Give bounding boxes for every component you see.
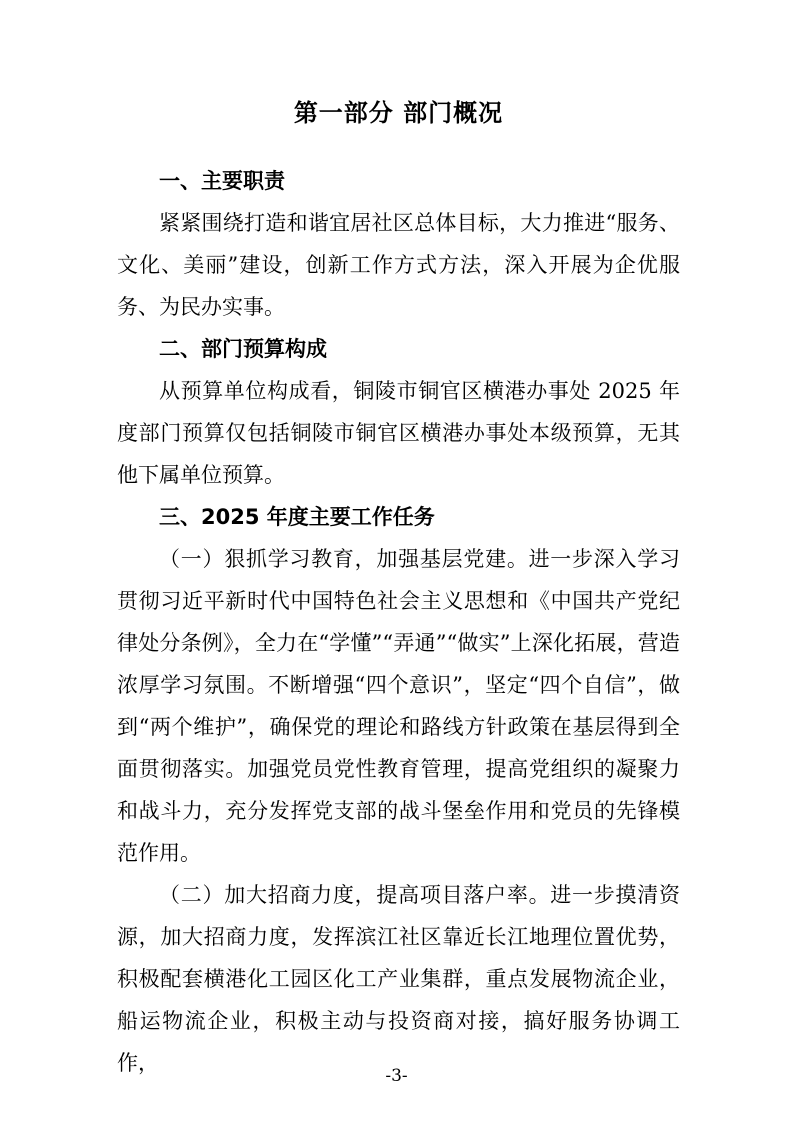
section-budget-composition <box>117 328 680 496</box>
paragraph-work-task-1: （一）狠抓学习教育，加强基层党建。进一步深入学习贯彻习近平新时代中国特色社会主义思想和《中国共产党纪律处分条例》，全力在“学懂”“弄通”“做实”上深化拓展，营造浓厚学习氛围。不断增强“四个意识”，坚定“四个自信”，做到“两个维护”，确保党的理论和路线方针政策在基层得到全面贯彻落实。加强党员党性教育管理，提高党组织的凝聚力和战斗力，充分发挥党支部的战斗堡垒作用和党员的先锋模范作用。 <box>117 547 680 865</box>
section-heading-work-tasks: 三、2025 年度主要工作任务 <box>159 505 435 529</box>
paragraph-work-task-2: （二）加大招商力度，提高项目落户率。进一步摸清资源，加大招商力度，发挥滨江社区靠近长江地理位置优势，积极配套横港化工园区化工产业集群，重点发展物流企业，船运物流企业，积极主动与投资商对接，搞好服务协调工作， <box>117 883 680 1075</box>
section-heading-main-duties: 一、主要职责 <box>159 169 285 193</box>
page-title: 第一部分 部门概况 <box>293 99 504 127</box>
section-heading-budget-composition: 二、部门预算构成 <box>159 337 327 361</box>
page-number: -3- <box>385 1066 408 1086</box>
paragraph-main-duties: 紧紧围绕打造和谐宜居社区总体目标，大力推进“服务、文化、美丽”建设，创新工作方式方法，深入开展为企优服务、为民办实事。 <box>117 211 680 319</box>
section-main-duties <box>117 160 680 328</box>
paragraph-budget-composition: 从预算单位构成看，铜陵市铜官区横港办事处 2025 年度部门预算仅包括铜陵市铜官区横港办事处本级预算，无其他下属单位预算。 <box>117 379 680 487</box>
section-work-tasks <box>117 496 680 1084</box>
